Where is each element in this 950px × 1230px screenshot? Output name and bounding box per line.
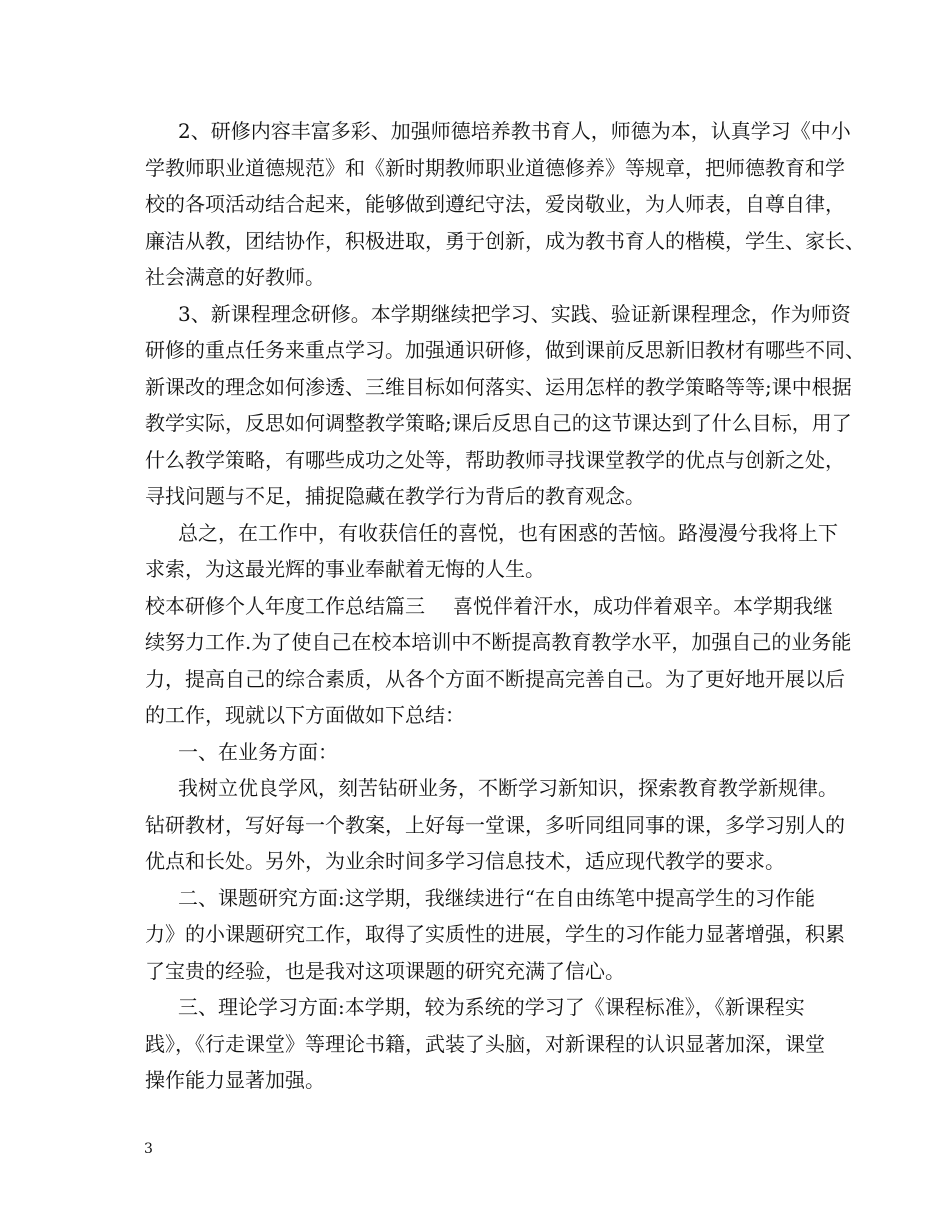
paragraph-line: 的工作，现就以下方面做如下总结： <box>145 703 465 727</box>
paragraph-line: 2、研修内容丰富多彩、加强师德培养教书育人，师德为本，认真学习《中小 <box>178 119 851 143</box>
document-body <box>145 113 865 1099</box>
paragraph-line: 廉洁从教，团结协作，积极进取，勇于创新，成为教书育人的楷模，学生、家长、 <box>145 228 865 253</box>
section-heading: 校本研修个人年度工作总结篇三 <box>145 593 425 618</box>
paragraph-line: 钻研教材，写好每一个教案，上好每一堂课，多听同组同事的课，多学习别人的 <box>145 812 845 837</box>
paragraph-line: 力，提高自己的综合素质，从各个方面不断提高完善自己。为了更好地开展以后 <box>145 666 845 691</box>
paragraph-line: 优点和长处。另外，为业余时间多学习信息技术，适应现代教学的要求。 <box>145 849 785 873</box>
paragraph-line: 二、课题研究方面:这学期，我继续进行“在自由练笔中提高学生的习作能 <box>178 885 815 910</box>
paragraph-line: 操作能力显著加强。 <box>145 1068 325 1092</box>
paragraph-line: 寻找问题与不足，捕捉隐藏在教学行为背后的教育观念。 <box>145 484 645 508</box>
paragraph-line: 践》，《行走课堂》等理论书籍，武装了头脑，对新课程的认识显著加深，课堂 <box>145 1031 825 1056</box>
paragraph-line: 3、新课程理念研修。本学期继续把学习、实践、验证新课程理念，作为师资 <box>178 301 851 326</box>
paragraph-line: 社会满意的好教师。 <box>145 265 325 289</box>
paragraph-line: 三、理论学习方面:本学期，较为系统的学习了《课程标准》，《新课程实 <box>178 995 805 1019</box>
paragraph-line: 研修的重点任务来重点学习。加强通识研修，做到课前反思新旧教材有哪些不同、 <box>145 338 865 362</box>
paragraph-line: 总之，在工作中，有收获信任的喜悦，也有困惑的苦恼。路漫漫兮我将上下 <box>178 520 838 545</box>
paragraph-line: 一、在业务方面： <box>178 739 338 764</box>
page-number: 3 <box>144 1141 153 1157</box>
heading-line <box>145 588 833 625</box>
paragraph-line: 续努力工作.为了使自己在校本培训中不断提高教育教学水平，加强自己的业务能 <box>145 630 852 654</box>
paragraph-line: 了宝贵的经验，也是我对这项课题的研究充满了信心。 <box>145 958 625 983</box>
paragraph-line: 校的各项活动结合起来，能够做到遵纪守法，爱岗敬业，为人师表，自尊自律， <box>145 192 845 216</box>
paragraph-line: 什么教学策略，有哪些成功之处等，帮助教师寻找课堂教学的优点与创新之处， <box>145 447 845 472</box>
paragraph-line: 学教师职业道德规范》和《新时期教师职业道德修养》等规章，把师德教育和学 <box>145 155 845 180</box>
paragraph-line: 新课改的理念如何渗透、三维目标如何落实、运用怎样的教学策略等等;课中根据 <box>145 374 852 399</box>
paragraph-line: 我树立优良学风，刻苦钻研业务，不断学习新知识，探索教育教学新规律。 <box>178 776 838 800</box>
paragraph-line: 教学实际，反思如何调整教学策略;课后反思自己的这节课达到了什么目标，用了 <box>145 411 852 435</box>
paragraph-line: 求索，为这最光辉的事业奉献着无悔的人生。 <box>145 557 545 581</box>
paragraph-line-continuation: 喜悦伴着汗水，成功伴着艰辛。本学期我继 <box>453 593 833 618</box>
paragraph-line: 力》的小课题研究工作，取得了实质性的进展，学生的习作能力显著增强，积累 <box>145 922 845 946</box>
